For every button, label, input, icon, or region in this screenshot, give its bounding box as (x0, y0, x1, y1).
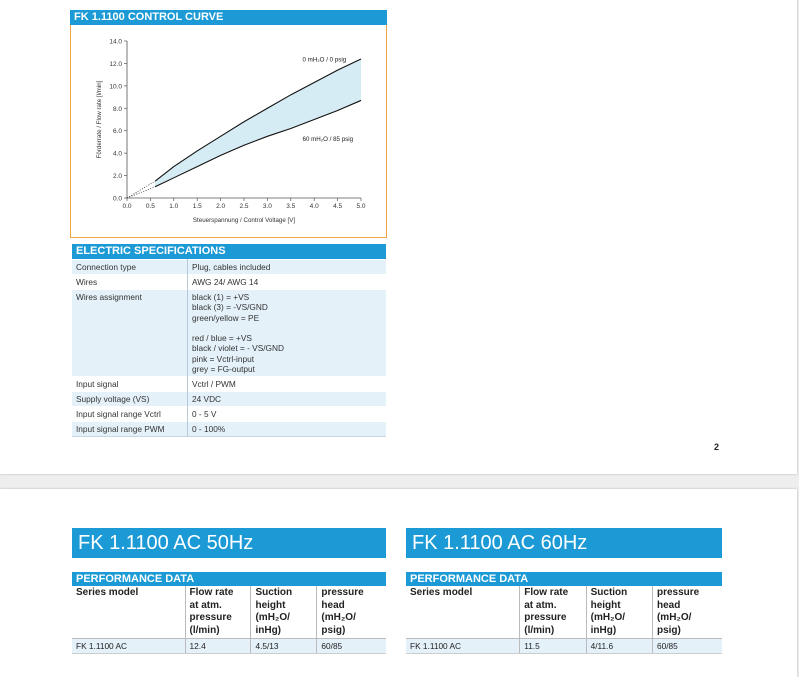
table-cell: FK 1.1100 AC (72, 639, 185, 654)
x-tick-label: 2.5 (239, 203, 249, 210)
table-cell: FK 1.1100 AC (406, 639, 520, 654)
spec-value: 0 - 5 V (188, 407, 387, 422)
column-header-line: psig) (321, 624, 346, 636)
x-tick-label: 4.5 (333, 203, 343, 210)
y-tick-label: 6.0 (112, 128, 122, 136)
column-header-line: head (321, 599, 345, 611)
column-header (317, 586, 386, 639)
spec-label: Input signal (72, 377, 188, 392)
table-cell: 11.5 (520, 639, 586, 654)
extrapolation-upper (127, 181, 155, 198)
column-header-line: pressure (524, 612, 567, 624)
column-header-line: (mH₂O/ (321, 612, 356, 624)
column-header-line: Series model (76, 587, 139, 598)
column-header (185, 586, 251, 639)
x-tick-label: 3.0 (262, 203, 272, 210)
x-tick-label: 5.0 (356, 203, 366, 210)
spec-label: Wires assignment (72, 290, 188, 377)
y-tick-label: 2.0 (112, 173, 122, 181)
column-header (72, 586, 185, 639)
column-header-line: Series model (410, 587, 473, 598)
column-header-line: pressure (189, 612, 232, 624)
x-tick-label: 3.5 (286, 203, 296, 210)
table-cell: 4/11.6 (586, 639, 652, 654)
column-header-line: Flow rate (189, 587, 234, 598)
perf-title-60hz: PERFORMANCE DATA (406, 572, 722, 586)
column-header-line: head (656, 599, 681, 611)
column-header-line: height (590, 599, 621, 611)
column-header (406, 586, 520, 639)
spec-row (72, 377, 386, 392)
column-header-line: inHg) (590, 624, 617, 636)
series-label-1: 60 mH₂O / 85 psig (302, 135, 354, 143)
x-tick-label: 2.0 (216, 203, 226, 210)
spec-value: Vctrl / PWM (188, 377, 387, 392)
title-50hz: FK 1.1100 AC 50Hz (72, 528, 386, 558)
y-axis-label: Förderrate / Flow rate [l/min] (96, 80, 103, 159)
column-header-line: (l/min) (524, 624, 555, 636)
spec-row (72, 275, 386, 290)
perf-title-50hz: PERFORMANCE DATA (72, 572, 386, 586)
x-tick-label: 1.0 (169, 203, 179, 210)
table-row (72, 639, 386, 654)
column-header-line: (mH₂O/ (590, 612, 626, 624)
table-cell: 12.4 (185, 639, 251, 654)
column-header-line: Suction (255, 587, 293, 598)
y-tick-label: 0.0 (112, 195, 122, 203)
column-header-line: Suction (590, 587, 628, 598)
table-cell: 4.5/13 (251, 639, 317, 654)
chart-title: FK 1.1100 CONTROL CURVE (70, 10, 387, 25)
column-header-line: at atm. (524, 599, 557, 611)
column-header (520, 586, 586, 639)
column-header-line: (l/min) (189, 624, 220, 636)
spec-label: Wires (72, 275, 188, 290)
spec-row (72, 422, 386, 437)
spec-value: Plug, cables included (188, 260, 387, 275)
spec-value-line: black (3) = -VS/GND (192, 302, 268, 313)
column-header-line: (mH₂O/ (255, 612, 290, 624)
column-header-line: psig) (656, 624, 681, 636)
x-tick-label: 4.0 (309, 203, 319, 210)
column-header (586, 586, 652, 639)
table-row (406, 639, 722, 654)
x-axis-label: Steuerspannung / Control Voltage [V] (192, 217, 296, 224)
electric-spec-table (72, 259, 386, 437)
spec-value-line: grey = FG-output (192, 364, 255, 375)
x-tick-label: 0.5 (145, 203, 155, 210)
spec-label: Input signal range Vctrl (72, 407, 188, 422)
table-cell: 60/85 (652, 639, 722, 654)
header-row (72, 586, 386, 639)
page-2 (0, 489, 797, 677)
spec-value: AWG 24/ AWG 14 (188, 275, 387, 290)
y-tick-label: 8.0 (112, 105, 122, 113)
spec-value: 0 - 100% (188, 422, 387, 437)
spec-label: Input signal range PWM (72, 422, 188, 437)
column-header-line: pressure (321, 587, 364, 598)
x-tick-label: 1.5 (192, 203, 202, 210)
performance-table-60hz (406, 586, 722, 654)
spec-value (188, 290, 387, 377)
spec-row (72, 392, 386, 407)
column-header-line: inHg) (255, 624, 282, 636)
spec-row (72, 290, 386, 377)
control-curve-chart (71, 25, 386, 237)
y-tick-label: 14.0 (109, 38, 122, 46)
title-60hz: FK 1.1100 AC 60Hz (406, 528, 722, 558)
column-header (251, 586, 317, 639)
spec-value-line: pink = Vctrl-input (192, 353, 255, 364)
spec-value-line: black (1) = +VS (192, 292, 250, 302)
y-tick-label: 4.0 (112, 150, 122, 158)
performance-table-50hz (72, 586, 386, 654)
spec-value-line: black / violet = - VS/GND (192, 343, 284, 354)
column-header-line: (mH₂O/ (656, 612, 692, 624)
spec-label: Connection type (72, 260, 188, 275)
page-number: 2 (714, 442, 720, 452)
spec-value: 24 VDC (188, 392, 387, 407)
y-tick-label: 10.0 (109, 83, 122, 91)
table-cell: 60/85 (317, 639, 386, 654)
column-header-line: height (255, 599, 286, 611)
series-label-0: 0 mH₂O / 0 psig (302, 56, 347, 64)
extrapolation-lower (127, 187, 155, 198)
spec-value-line: red / blue = +VS (192, 333, 252, 344)
spec-title: ELECTRIC SPECIFICATIONS (72, 244, 386, 259)
spec-row (72, 260, 386, 275)
control-curve-chart-frame (70, 25, 387, 238)
y-tick-label: 12.0 (109, 60, 122, 68)
column-header-line: at atm. (189, 599, 222, 611)
column-header-line: Flow rate (524, 587, 569, 598)
spec-row (72, 407, 386, 422)
flow-band-fill (155, 56, 361, 187)
x-tick-label: 0.0 (122, 203, 132, 210)
column-header-line: pressure (656, 587, 700, 598)
header-row (406, 586, 722, 639)
spec-value-line: green/yellow = PE (192, 312, 260, 323)
spec-label: Supply voltage (VS) (72, 392, 188, 407)
column-header (652, 586, 722, 639)
spec-value-line (192, 323, 382, 333)
